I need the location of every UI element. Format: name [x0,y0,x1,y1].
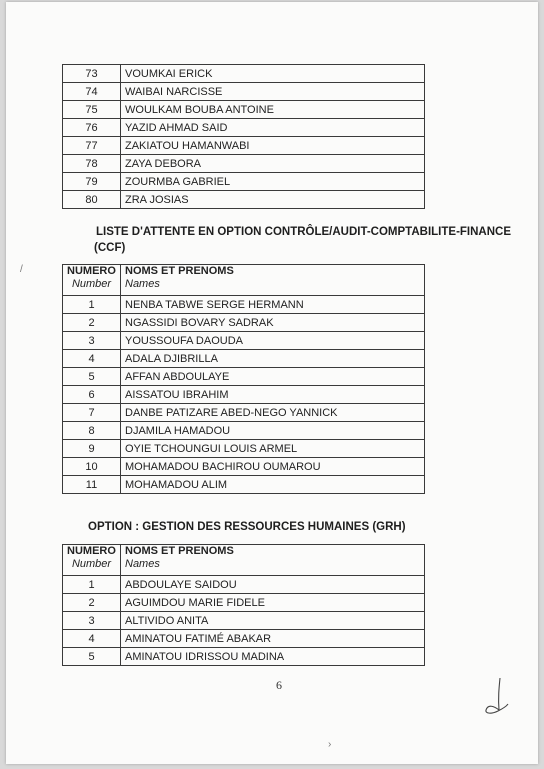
cell-number: 75 [63,101,121,119]
cell-name: VOUMKAI ERICK [121,65,425,83]
table-ccf [62,264,425,494]
header-number-label: NUMERO [67,545,116,557]
table-row [63,594,425,612]
cell-name: AISSATOU IBRAHIM [121,386,425,404]
cell-name: YAZID AHMAD SAID [121,119,425,137]
cell-number: 11 [63,476,121,494]
section-ccf-title [96,224,511,256]
cell-number: 3 [63,332,121,350]
section-ccf-title-line2: (CCF) [94,242,126,254]
handwritten-initials [480,674,510,716]
cell-number: 73 [63,65,121,83]
table-grh-header-row [63,545,425,576]
table-row [63,119,425,137]
cell-number: 76 [63,119,121,137]
cell-name: YOUSSOUFA DAOUDA [121,332,425,350]
cell-name: AMINATOU FATIMÉ ABAKAR [121,630,425,648]
cell-number: 1 [63,296,121,314]
document-page [6,2,538,764]
table-row [63,612,425,630]
table-row [63,314,425,332]
cell-number: 1 [63,576,121,594]
cell-number: 9 [63,440,121,458]
column-header-name [121,265,425,296]
header-number-sublabel: Number [71,558,112,570]
table-row [63,101,425,119]
cell-number: 79 [63,173,121,191]
cell-number: 2 [63,314,121,332]
table-row [63,155,425,173]
table-row [63,404,425,422]
section-ccf-title-line1: LISTE D'ATTENTE EN OPTION CONTRÔLE/AUDIT-COMPTABILITE-FINANCE [96,226,512,238]
margin-mark: / [20,264,23,275]
table-row [63,332,425,350]
table-row [63,386,425,404]
cell-number: 7 [63,404,121,422]
table-top [62,64,425,209]
margin-mark: › [328,739,332,750]
cell-number: 5 [63,368,121,386]
table-row [63,65,425,83]
header-number-label: NUMERO [67,265,116,277]
cell-name: ZAKIATOU HAMANWABI [121,137,425,155]
cell-name: ZOURMBA GABRIEL [121,173,425,191]
table-row [63,630,425,648]
table-ccf-body [63,296,425,494]
header-name-sublabel: Names [125,278,160,290]
header-number-sublabel: Number [71,278,112,290]
cell-number: 77 [63,137,121,155]
cell-name: MOHAMADOU BACHIROU OUMAROU [121,458,425,476]
cell-name: MOHAMADOU ALIM [121,476,425,494]
table-row [63,648,425,666]
table-row [63,83,425,101]
cell-name: ALTIVIDO ANITA [121,612,425,630]
table-grh-body [63,576,425,666]
cell-name: NGASSIDI BOVARY SADRAK [121,314,425,332]
cell-name: AGUIMDOU MARIE FIDELE [121,594,425,612]
cell-number: 8 [63,422,121,440]
cell-number: 10 [63,458,121,476]
column-header-number [63,545,121,576]
table-row [63,576,425,594]
cell-name: NENBA TABWE SERGE HERMANN [121,296,425,314]
header-name-label: NOMS ET PRENOMS [125,265,234,277]
cell-name: OYIE TCHOUNGUI LOUIS ARMEL [121,440,425,458]
column-header-number [63,265,121,296]
cell-number: 3 [63,612,121,630]
cell-number: 2 [63,594,121,612]
table-row [63,422,425,440]
section-grh-title: OPTION : GESTION DES RESSOURCES HUMAINES (GRH) [88,521,406,533]
table-row [63,368,425,386]
cell-name: ABDOULAYE SAIDOU [121,576,425,594]
header-name-label: NOMS ET PRENOMS [125,545,234,557]
table-row [63,173,425,191]
table-top-body [63,65,425,209]
cell-number: 4 [63,350,121,368]
page-number: 6 [276,678,282,692]
cell-name: ADALA DJIBRILLA [121,350,425,368]
table-grh [62,544,425,666]
table-row [63,350,425,368]
cell-number: 4 [63,630,121,648]
table-row [63,476,425,494]
header-name-sublabel: Names [125,558,160,570]
cell-name: AMINATOU IDRISSOU MADINA [121,648,425,666]
table-row [63,296,425,314]
cell-number: 78 [63,155,121,173]
table-row [63,191,425,209]
cell-number: 6 [63,386,121,404]
table-ccf-header-row [63,265,425,296]
table-row [63,458,425,476]
cell-name: DJAMILA HAMADOU [121,422,425,440]
cell-number: 5 [63,648,121,666]
cell-name: WOULKAM BOUBA ANTOINE [121,101,425,119]
cell-name: ZAYA DEBORA [121,155,425,173]
cell-number: 74 [63,83,121,101]
cell-number: 80 [63,191,121,209]
table-row [63,137,425,155]
cell-name: DANBE PATIZARE ABED-NEGO YANNICK [121,404,425,422]
column-header-name [121,545,425,576]
cell-name: WAIBAI NARCISSE [121,83,425,101]
cell-name: AFFAN ABDOULAYE [121,368,425,386]
cell-name: ZRA JOSIAS [121,191,425,209]
table-row [63,440,425,458]
